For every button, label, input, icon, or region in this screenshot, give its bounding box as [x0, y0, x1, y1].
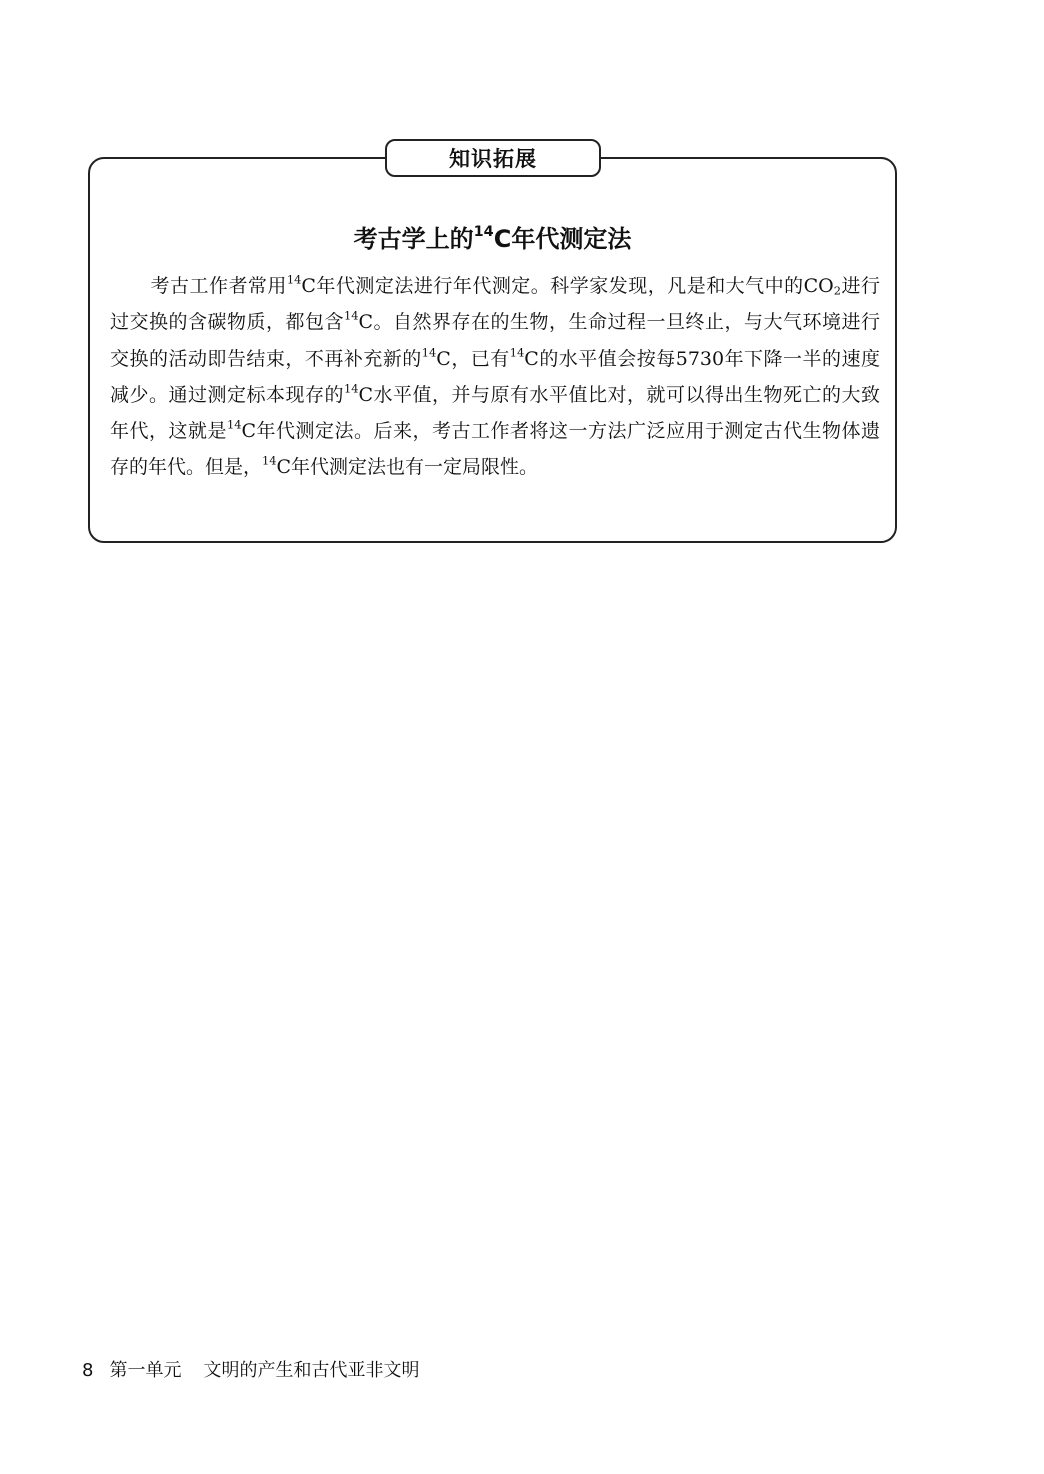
para-sup-2: 14 [343, 308, 359, 323]
box-title-pre: 考古学上的 [353, 225, 474, 253]
page-footer [82, 1356, 419, 1386]
para-sup-4: 14 [509, 345, 525, 360]
box-paragraph [110, 268, 880, 486]
para-text-5: C，已有 [436, 347, 510, 370]
para-text-2: C年代测定法进行年代测定。科学家发现，凡是和大气中的CO [301, 275, 834, 297]
page-number: 8 [82, 1360, 94, 1381]
para-text-9: C年代测定法也有一定局限性。 [276, 456, 539, 479]
para-text-8: C年代测定法。后来，考古工作者将这一方法广泛应用于测定古代生物体遗存的年代。但是， [110, 420, 880, 479]
para-text-3: 进行过交换的含碳物质，都包含 [110, 275, 880, 334]
footer-unit-title: 文明的产生和古代亚非文明 [203, 1360, 420, 1381]
knowledge-box-tab [385, 139, 601, 177]
footer-unit: 第一单元 [109, 1360, 182, 1381]
para-sup-7: 14 [262, 453, 277, 468]
para-sup-3: 14 [421, 345, 437, 360]
box-title-post: C年代测定法 [493, 225, 632, 253]
knowledge-box-tab-label: 知识拓展 [449, 147, 537, 171]
para-text-4: C。自然界存在的生物，生命过程一旦终止，与大气环境进行交换的活动即告结束，不再补充新的 [110, 311, 880, 370]
para-text-1: 考古工作者常用 [150, 275, 287, 297]
para-sub-1: 2 [833, 283, 841, 298]
para-sup-5: 14 [343, 381, 359, 396]
para-sup-1: 14 [286, 272, 302, 287]
para-sup-6: 14 [227, 417, 242, 432]
box-title [88, 222, 897, 256]
para-text-6: C的水平值会按每5730年下降一半的速度减少。通过测定标本现存的 [110, 347, 880, 406]
box-title-sup: 14 [473, 224, 494, 241]
para-text-7: C水平值，并与原有水平值比对，就可以得出生物死亡的大致年代，这就是 [110, 383, 880, 443]
